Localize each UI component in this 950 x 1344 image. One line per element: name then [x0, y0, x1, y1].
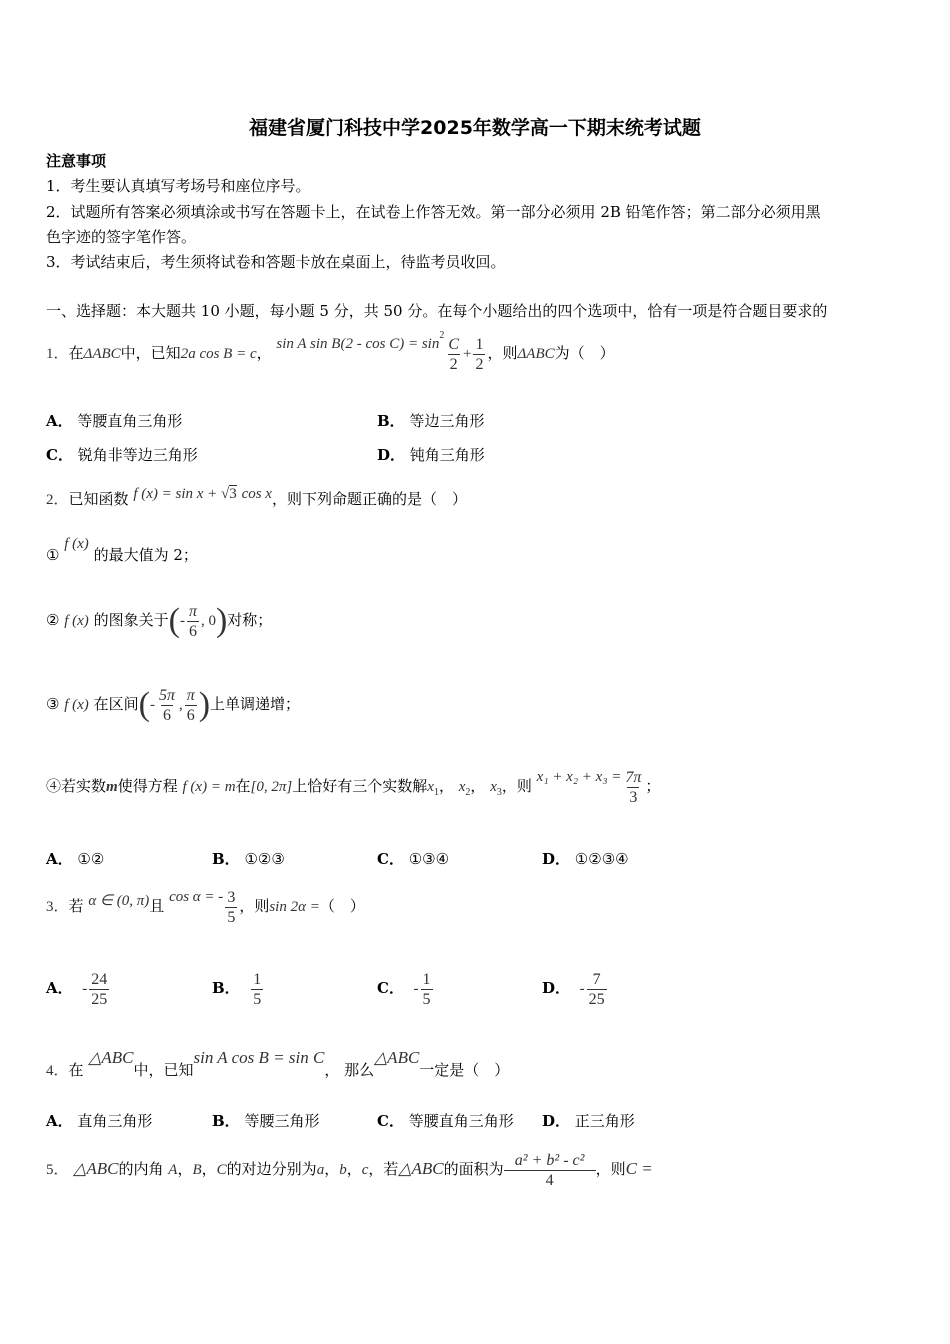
- q3-option-d[interactable]: D． - $\frac{7}{25}$: [542, 970, 605, 1008]
- q3-option-c[interactable]: C． - $\frac{1}{5}$: [377, 970, 431, 1008]
- q4-option-c[interactable]: C． 等腰直角三角形: [377, 1112, 514, 1130]
- page-title: 福建省厦门科技中学2025年数学高一下期末统考试题: [249, 117, 701, 139]
- q1-option-a[interactable]: A． 等腰直角三角形: [46, 412, 183, 430]
- q3-option-a[interactable]: A． - $\frac{24}{25}$: [46, 970, 108, 1008]
- notice-item: 1．考生要认真填写考场号和座位序号。: [46, 177, 311, 195]
- notice-item: 色字迹的签字笔作答。: [46, 228, 197, 246]
- notice-item: 2．试题所有答案必须填涂或书写在答题卡上，在试卷上作答无效。第一部分必须用 2B 铅笔作答；第二部分必须用黑: [46, 203, 821, 221]
- q3-option-b[interactable]: B． $\frac{1}{5}$: [212, 970, 262, 1008]
- q4-option-a[interactable]: A． 直角三角形: [46, 1112, 153, 1130]
- q1-option-b[interactable]: B． 等边三角形: [377, 412, 485, 430]
- question-1: 1．在ΔABC中，已知2a cos B = c， sin A $\sin B(2 - \cos C) = \sin^2$ $\frac{C}{2}$ + $\frac{1}{2}$ ，则ΔABC为（ ）: [46, 330, 615, 373]
- notice-item: 3．考试结束后，考生须将试卷和答题卡放在桌面上，待监考员收回。: [46, 253, 506, 271]
- question-3: 3．若 α ∈ (0, π)且 cos α = - $\frac{3}{5}$ ，则sin 2α =（ ）: [46, 888, 365, 926]
- q2-option-d[interactable]: D． ①②③④: [542, 850, 629, 868]
- statement-2: ② f (x) 的图象关于(- $\frac{\pi}{6}$ , 0)对称；: [46, 602, 273, 640]
- q1-option-d[interactable]: D． 钝角三角形: [377, 446, 485, 464]
- q2-option-c[interactable]: C． ①③④: [377, 850, 450, 868]
- q4-option-d[interactable]: D． 正三角形: [542, 1112, 635, 1130]
- q2-option-a[interactable]: A． ①②: [46, 850, 105, 868]
- q2-option-b[interactable]: B． ①②③: [212, 850, 285, 868]
- question-5: 5． △ABC的内角 A，B，C的对边分别为a，b，c，若△ABC的面积为 $\frac{\text{a² + b² - c²}}{4}$ ，则C =: [46, 1151, 653, 1189]
- q4-option-b[interactable]: B． 等腰三角形: [212, 1112, 320, 1130]
- statement-1: ① f (x) 的最大值为 2；: [46, 536, 198, 564]
- statement-3: ③ f (x) 在区间(- $\frac{5\pi}{6}$ , $\frac{\pi}{6}$ )上单调递增；: [46, 686, 301, 724]
- fraction: $\frac{1}{2}$: [475, 335, 484, 373]
- question-4: 4．在 △ABC中，已知sin A cos B = sin C， 那么△ABC一定是（ ）: [46, 1048, 510, 1079]
- question-2: 2．已知函数 f (x) = sin x + √3 cos x，则下列命题正确的是（ ）: [46, 486, 467, 508]
- statement-4: ④若实数m使得方程 f (x) = m在[0, 2π]上恰好有三个实数解$x_1$， $x_2$， $x_3$，则 x₁ + x₂ + x₃ = $\frac{7\pi}{3}$ ；: [46, 768, 661, 806]
- fraction: $\frac{C}{2}$: [448, 335, 459, 373]
- q1-option-c[interactable]: C． 锐角非等边三角形: [46, 446, 198, 464]
- notice-heading: 注意事项: [46, 152, 107, 170]
- section-heading: 一、选择题：本大题共 10 小题，每小题 5 分，共 50 分。在每个小题给出的四个选项中，恰有一项是符合题目要求的: [46, 302, 828, 320]
